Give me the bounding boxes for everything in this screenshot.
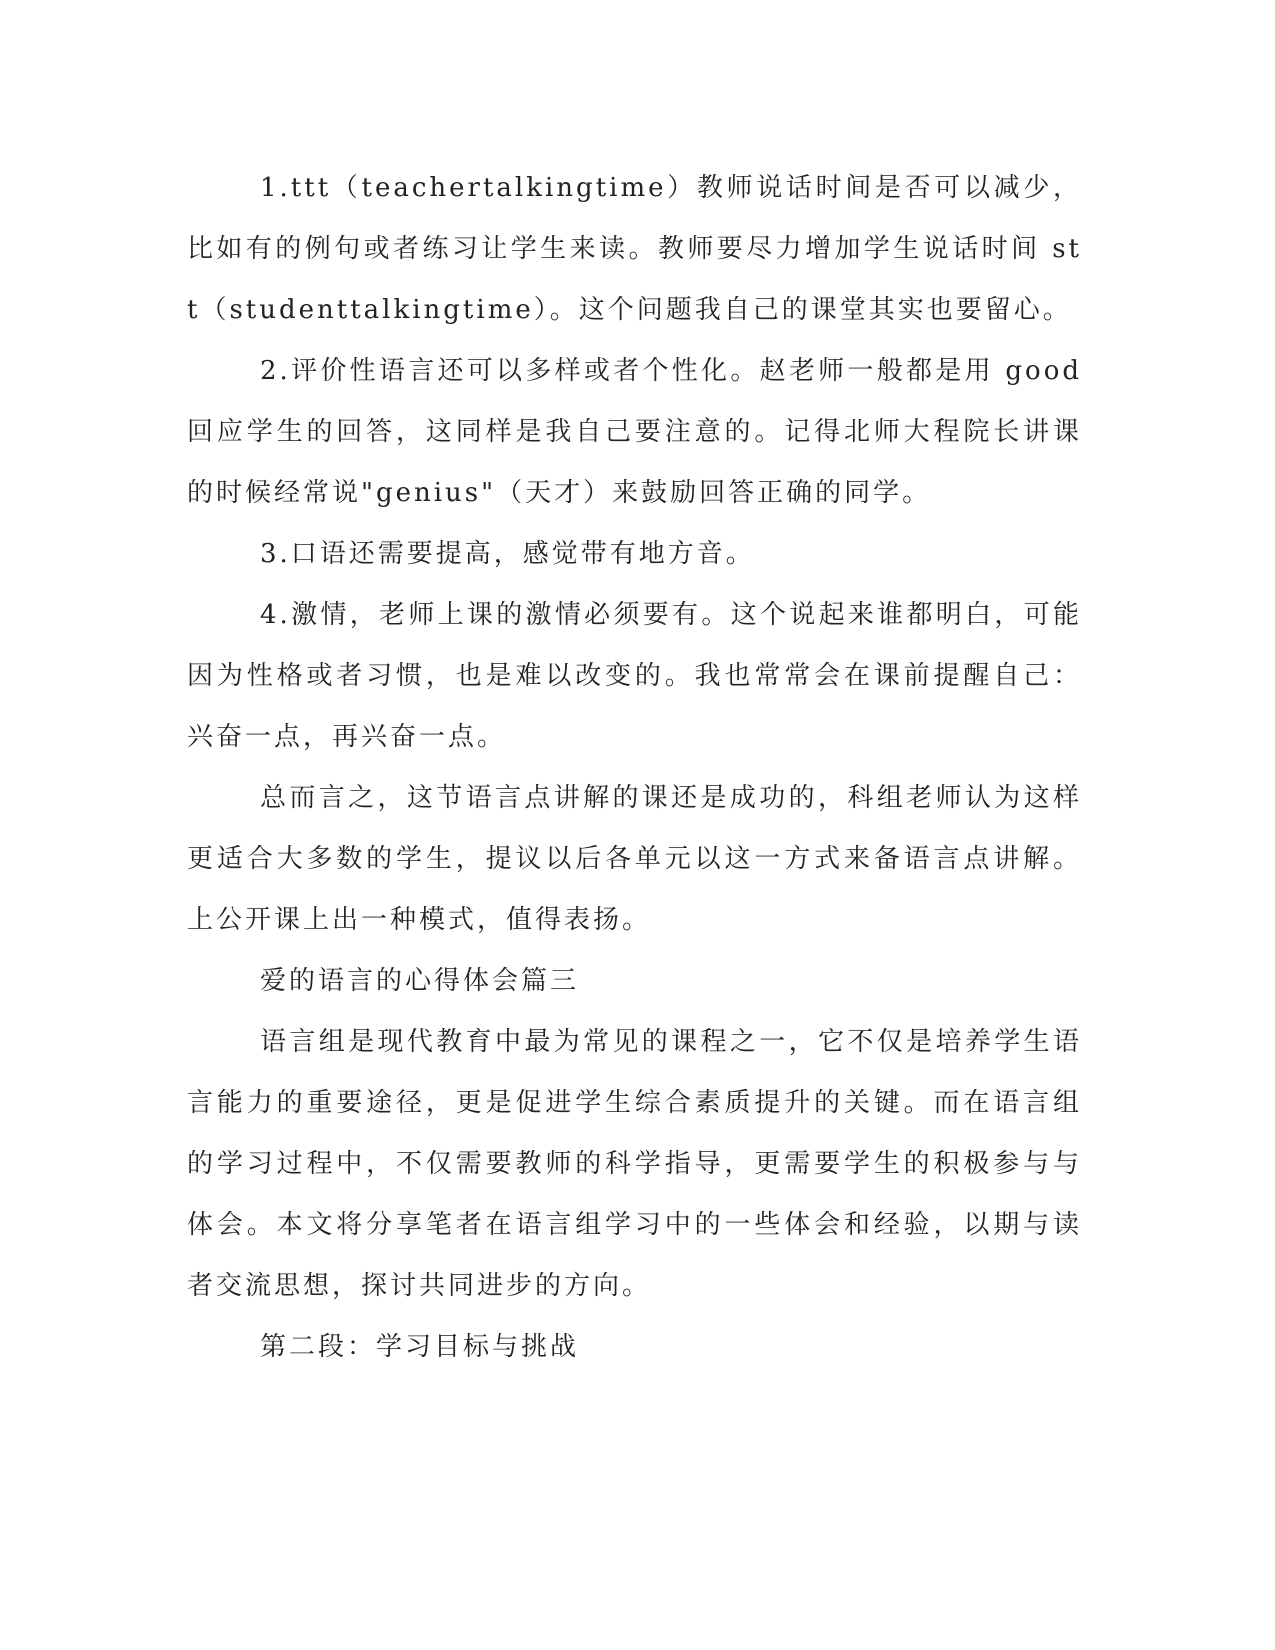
paragraph-evaluative-language: 2.评价性语言还可以多样或者个性化。赵老师一般都是用 good 回应学生的回答，这同样是我自己要注意的。记得北师大程院长讲课的时候经常说"genius"（天才）来鼓励回答正确的同学。 [187, 356, 1082, 508]
section-heading-part-three: 爱的语言的心得体会篇三 [260, 966, 580, 996]
document-body [187, 158, 1082, 1378]
paragraph-language-group-intro: 语言组是现代教育中最为常见的课程之一，它不仅是培养学生语言能力的重要途径，更是促进学生综合素质提升的关键。而在语言组的学习过程中，不仅需要教师的科学指导，更需要学生的积极参与与体会。本文将分享笔者在语言组学习中的一些体会和经验，以期与读者交流思想，探讨共同进步的方向。 [187, 1027, 1082, 1301]
paragraph-teacher-talking-time: 1.ttt（teachertalkingtime）教师说话时间是否可以减少，比如有的例句或者练习让学生来读。教师要尽力增加学生说话时间 stt（studenttalkingtime）。这个问题我自己的课堂其实也要留心。 [187, 173, 1082, 325]
paragraph-spoken-language: 3.口语还需要提高，感觉带有地方音。 [260, 539, 755, 569]
paragraph-summary: 总而言之，这节语言点讲解的课还是成功的，科组老师认为这样更适合大多数的学生，提议以后各单元以这一方式来备语言点讲解。上公开课上出一种模式，值得表扬。 [187, 783, 1082, 935]
section-heading-second-part: 第二段：学习目标与挑战 [260, 1332, 580, 1362]
paragraph-passion: 4.激情，老师上课的激情必须要有。这个说起来谁都明白，可能因为性格或者习惯，也是难以改变的。我也常常会在课前提醒自己：兴奋一点，再兴奋一点。 [187, 600, 1082, 752]
